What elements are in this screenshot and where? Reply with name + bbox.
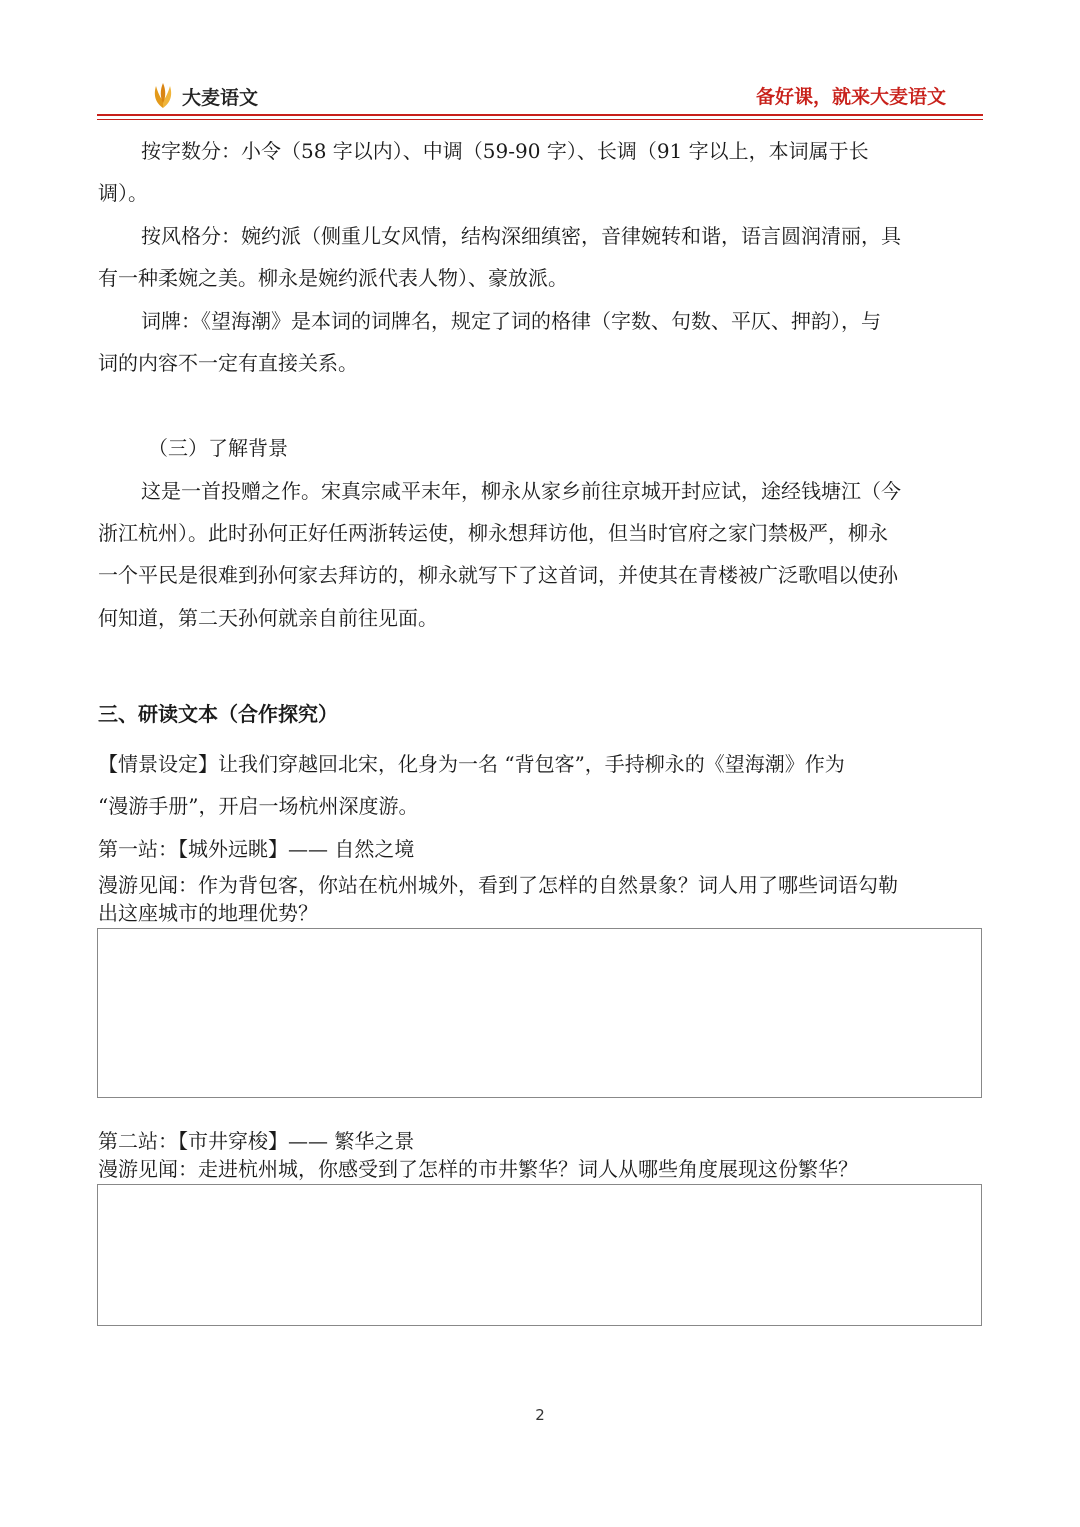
station-1-answer-box[interactable] bbox=[97, 928, 982, 1098]
brand-logo bbox=[148, 80, 263, 112]
background-heading: （三）了解背景 bbox=[148, 436, 288, 460]
logo-text: 大麦语文 bbox=[182, 86, 259, 109]
station-1-question-line-2: 出这座城市的地理优势？ bbox=[98, 901, 318, 925]
header-slogan: 备好课，就来大麦语文 bbox=[755, 86, 946, 108]
wheat-icon bbox=[148, 81, 178, 111]
station-1-title: 第一站：【城外远眺】—— 自然之境 bbox=[98, 837, 415, 861]
scenario-line-1: 【情景设定】让我们穿越回北宋，化身为一名 “背包客”，手持柳永的《望海潮》作为 bbox=[98, 752, 845, 776]
fengge-line-1: 按风格分：婉约派（侧重儿女风情，结构深细缜密，音律婉转和谐，语言圆润清丽，具 bbox=[141, 224, 901, 248]
cipai-line-1: 词牌：《望海潮》是本词的词牌名，规定了词的格律（字数、句数、平仄、押韵），与 bbox=[141, 309, 881, 333]
background-line-2: 浙江杭州）。此时孙何正好任两浙转运使，柳永想拜访他，但当时官府之家门禁极严，柳永 bbox=[98, 521, 888, 545]
scenario-line-2: “漫游手册”，开启一场杭州深度游。 bbox=[98, 794, 419, 818]
station-2-answer-box[interactable] bbox=[97, 1184, 982, 1326]
cipai-line-2: 词的内容不一定有直接关系。 bbox=[98, 351, 358, 375]
zishu-line-2: 调）。 bbox=[98, 181, 148, 205]
zishu-line-1: 按字数分：小令（58 字以内）、中调（59-90 字）、长调（91 字以上，本词属于长 bbox=[141, 139, 869, 163]
section-3-heading: 三、研读文本（合作探究） bbox=[98, 702, 338, 726]
page-number: 2 bbox=[535, 1406, 545, 1424]
fengge-line-2: 有一种柔婉之美。柳永是婉约派代表人物）、豪放派。 bbox=[98, 266, 568, 290]
station-2-title: 第二站：【市井穿梭】—— 繁华之景 bbox=[98, 1129, 415, 1153]
station-1-question-line-1: 漫游见闻：作为背包客，你站在杭州城外，看到了怎样的自然景象？词人用了哪些词语勾勒 bbox=[98, 873, 898, 897]
background-line-1: 这是一首投赠之作。宋真宗咸平末年，柳永从家乡前往京城开封应试，途经钱塘江（今 bbox=[141, 479, 901, 503]
header-rule-thin bbox=[97, 119, 983, 120]
station-2-question: 漫游见闻：走进杭州城，你感受到了怎样的市井繁华？词人从哪些角度展现这份繁华？ bbox=[98, 1157, 858, 1181]
background-line-4: 何知道，第二天孙何就亲自前往见面。 bbox=[98, 606, 438, 630]
header-rule-thick bbox=[97, 114, 983, 116]
background-line-3: 一个平民是很难到孙何家去拜访的，柳永就写下了这首词，并使其在青楼被广泛歌唱以使孙 bbox=[98, 563, 898, 587]
